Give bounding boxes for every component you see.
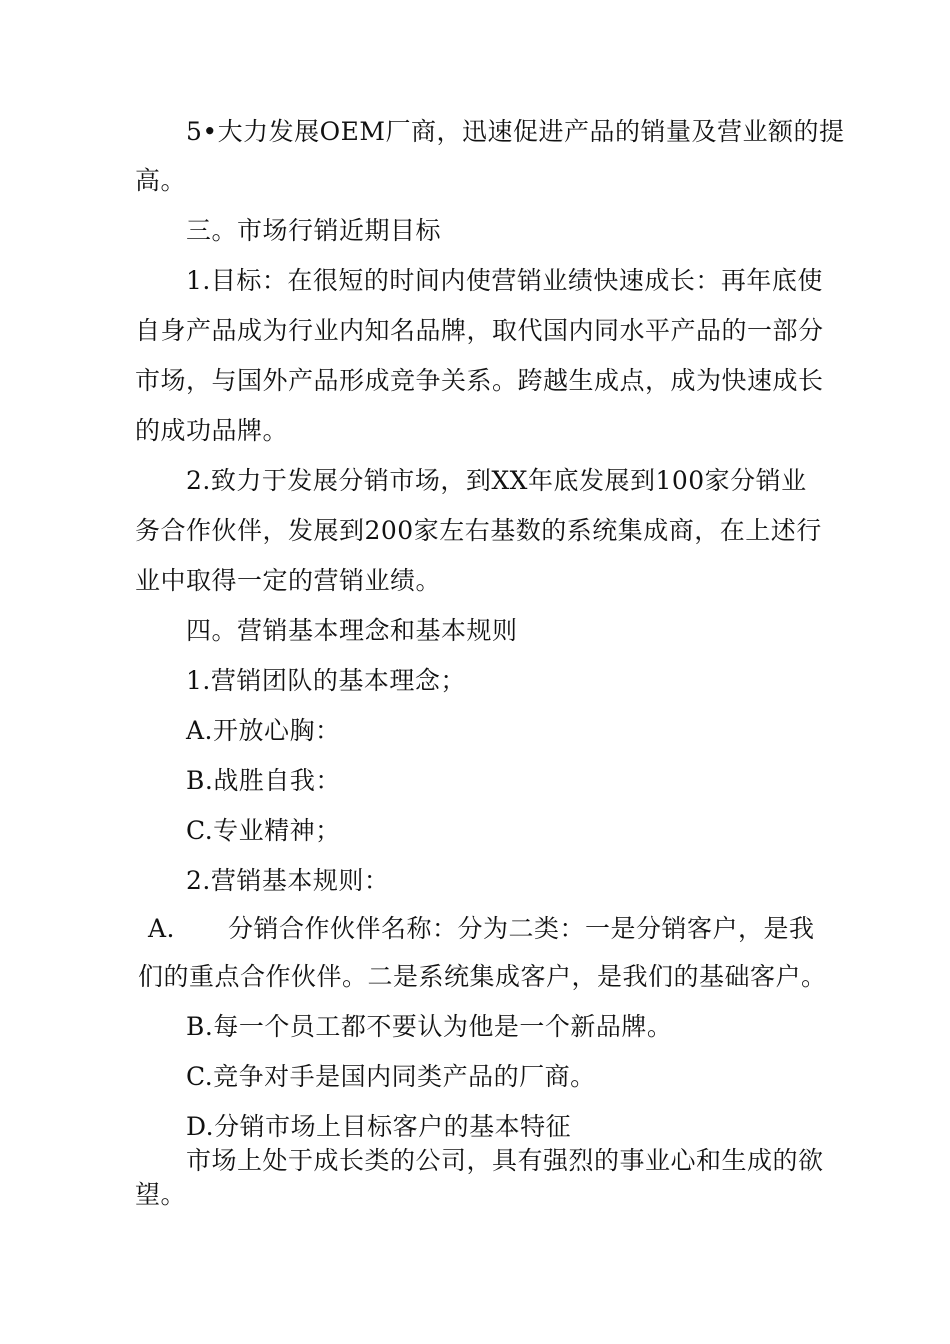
list-item: C.竞争对手是国内同类产品的厂商。 bbox=[186, 1062, 596, 1091]
section-heading: 三。市场行销近期目标 bbox=[186, 216, 442, 245]
list-item: 2.营销基本规则： bbox=[186, 866, 390, 895]
paragraph-line: 1.目标：在很短的时间内使营销业绩快速成长：再年底使 bbox=[186, 266, 823, 295]
paragraph-line: 高。 bbox=[135, 166, 187, 195]
list-item: A.开放心胸： bbox=[186, 716, 341, 745]
paragraph-line: 务合作伙伴，发展到200家左右基数的系统集成商，在上述行 bbox=[135, 516, 822, 545]
paragraph-line: 自身产品成为行业内知名品牌，取代国内同水平产品的一部分 bbox=[135, 316, 824, 345]
paragraph-line: 业中取得一定的营销业绩。 bbox=[135, 566, 442, 595]
paragraph-line: 市场，与国外产品形成竞争关系。跨越生成点，成为快速成长 bbox=[135, 366, 824, 395]
paragraph-line: 市场上处于成长类的公司，具有强烈的事业心和生成的欲 bbox=[186, 1146, 824, 1175]
paragraph-line: 们的重点合作伙伴。二是系统集成客户，是我们的基础客户。 bbox=[138, 962, 827, 991]
list-item: 分销合作伙伴名称：分为二类：一是分销客户，是我 bbox=[228, 914, 815, 943]
list-item: 1.营销团队的基本理念； bbox=[186, 666, 466, 695]
list-item: B.每一个员工都不要认为他是一个新品牌。 bbox=[186, 1012, 673, 1041]
list-marker: A. bbox=[148, 914, 176, 943]
list-item: B.战胜自我： bbox=[186, 766, 341, 795]
paragraph-line: 望。 bbox=[135, 1180, 187, 1209]
paragraph-line: 的成功品牌。 bbox=[135, 416, 289, 445]
section-heading: 四。营销基本理念和基本规则 bbox=[186, 616, 518, 645]
list-item: C.专业精神； bbox=[186, 816, 341, 845]
paragraph-line: 5•大力发展OEM厂商，迅速促进产品的销量及营业额的提 bbox=[186, 117, 845, 146]
list-item: D.分销市场上目标客户的基本特征 bbox=[186, 1112, 572, 1141]
paragraph-line: 2.致力于发展分销市场，到XX年底发展到100家分销业 bbox=[186, 466, 807, 495]
